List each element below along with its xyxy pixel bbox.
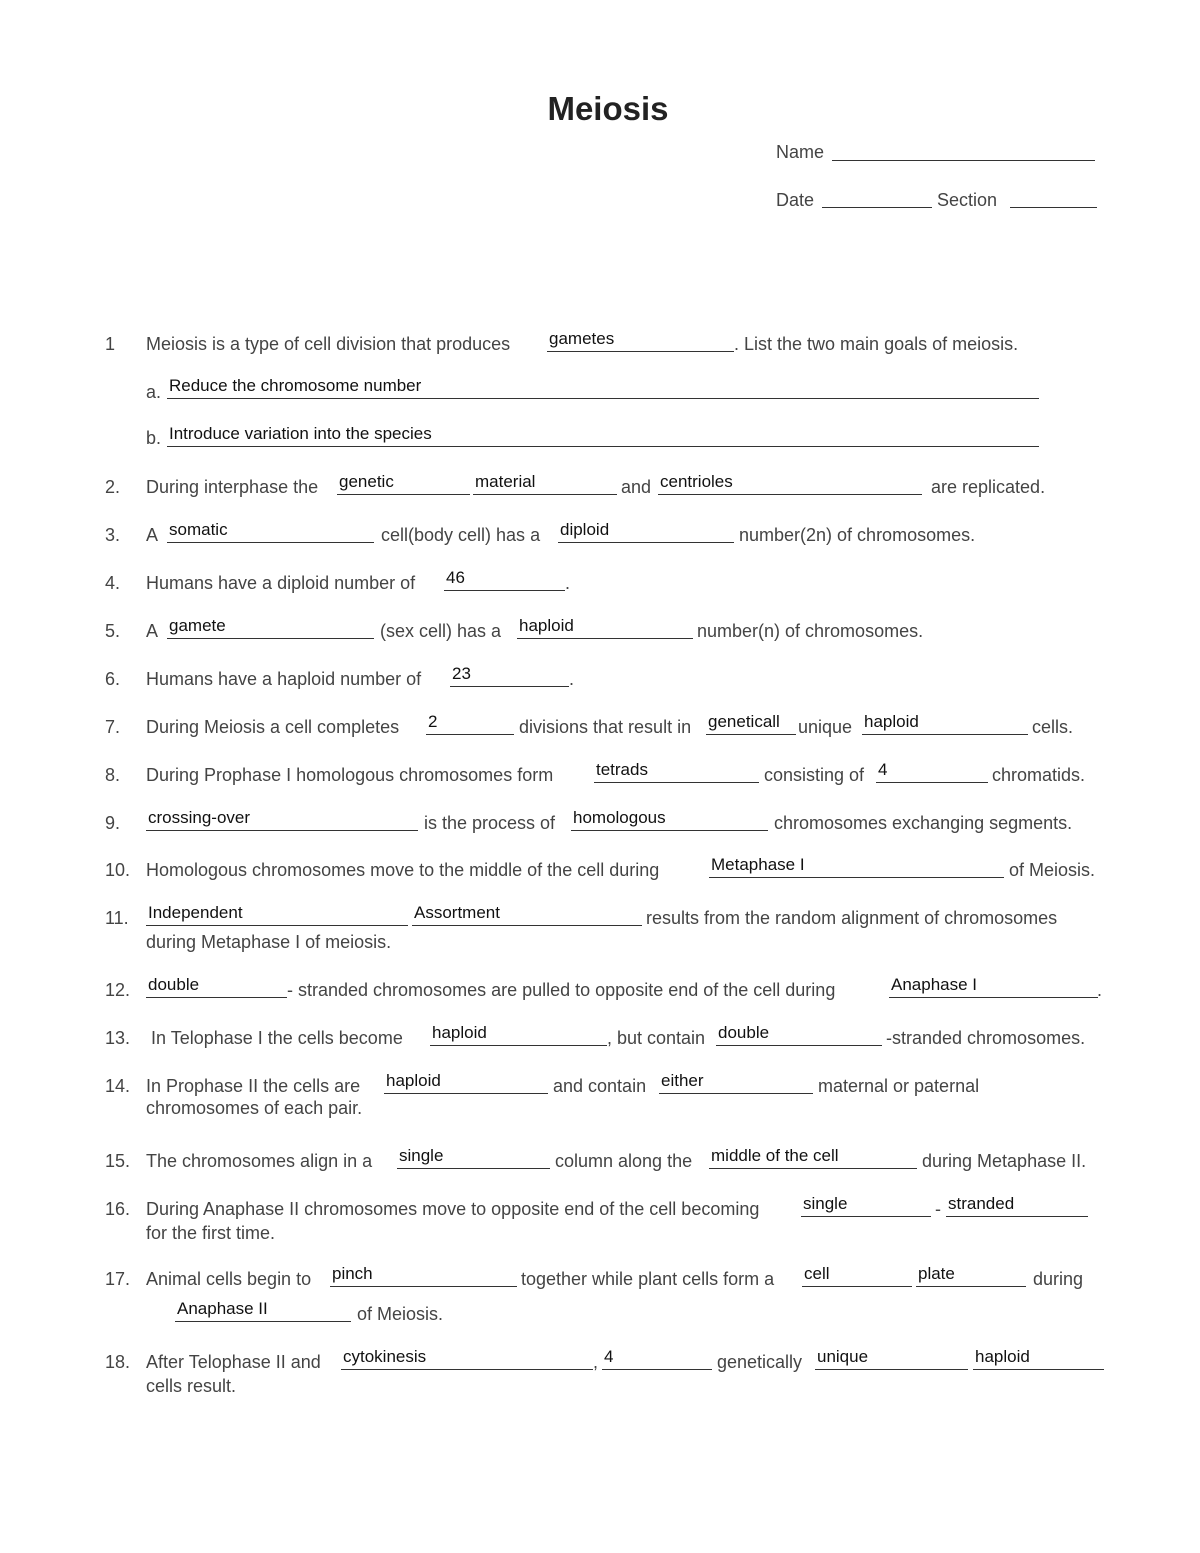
answer-text: cytokinesis [343,1347,427,1366]
answer-text: diploid [560,520,610,539]
answer-text: tetrads [596,760,648,779]
name-label: Name [776,142,825,162]
question-text: is the process of [424,813,556,833]
answer-field[interactable] [709,857,1004,878]
question-text: and contain [553,1076,647,1096]
answer-text: Anaphase II [177,1299,268,1318]
question-text: A [146,621,159,641]
question-text: column along the [555,1151,693,1171]
question-text: After Telophase II and [146,1352,321,1372]
answer-field[interactable] [594,762,759,783]
question-number: 18. [105,1352,131,1372]
answer-field[interactable] [167,378,1039,399]
answer-field[interactable] [341,1349,593,1370]
answer-text: Metaphase I [711,855,805,874]
answer-text: stranded [948,1194,1015,1213]
answer-text: Anaphase I [891,975,978,994]
answer-field[interactable] [876,762,988,783]
answer-field[interactable] [716,1025,882,1046]
answer-field[interactable] [146,810,418,831]
question-text: - stranded chromosomes are pulled to opposite end of the cell during [287,980,836,1000]
question-text: (sex cell) has a [380,621,502,641]
question-text: Humans have a haploid number of [146,669,422,689]
answer-field[interactable] [426,714,514,735]
answer-text: 4 [604,1347,614,1366]
answer-text: Independent [148,903,243,922]
answer-field[interactable] [862,714,1028,735]
question-text: cells result. [146,1376,237,1396]
answer-field[interactable] [167,426,1039,447]
question-text: number(2n) of chromosomes. [739,525,976,545]
question-text: A [146,525,159,545]
answer-text: homologous [573,808,666,827]
answer-text: haploid [432,1023,487,1042]
question-text: are replicated. [931,477,1046,497]
answer-field[interactable] [397,1148,550,1169]
question-number: 11. [105,908,129,928]
question-text: cell(body cell) has a [381,525,541,545]
question-number: 1 [105,334,116,354]
answer-field[interactable] [146,977,287,998]
question-number: 4. [105,573,121,593]
answer-field[interactable] [602,1349,712,1370]
answer-field[interactable] [412,905,642,926]
answer-text: 23 [452,664,471,683]
question-text: During Meiosis a cell completes [146,717,400,737]
question-number: 6. [105,669,121,689]
answer-field[interactable] [330,1266,517,1287]
name-field[interactable] [832,160,1095,161]
answer-text: Introduce variation into the species [169,424,432,443]
question-number: 3. [105,525,121,545]
answer-field[interactable] [167,618,374,639]
question-text: unique [798,717,853,737]
answer-field[interactable] [430,1025,607,1046]
question-number: 14. [105,1076,131,1096]
answer-text: single [803,1194,848,1213]
question-text: chromatids. [992,765,1086,785]
question-text: during [1033,1269,1084,1289]
answer-field[interactable] [801,1196,931,1217]
question-text: - [935,1199,941,1219]
answer-text: gamete [169,616,226,635]
answer-text: genetic [339,472,394,491]
answer-text: gametes [549,329,615,348]
question-number: 10. [105,860,131,880]
answer-field[interactable] [473,474,617,495]
answer-text: centrioles [660,472,733,491]
answer-field[interactable] [658,474,922,495]
question-number: 7. [105,717,121,737]
answer-text: 46 [446,568,465,587]
question-number: 9. [105,813,121,833]
question-text: During interphase the [146,477,319,497]
question-text: divisions that result in [519,717,692,737]
answer-text: middle of the cell [711,1146,839,1165]
question-number: 12. [105,980,131,1000]
answer-field[interactable] [444,570,565,591]
answer-text: single [399,1146,444,1165]
question-text: Homologous chromosomes move to the middle of the cell during [146,860,660,880]
answer-text: haploid [519,616,574,635]
question-text: consisting of [764,765,865,785]
question-text: of Meiosis. [357,1304,444,1324]
question-text: Meiosis is a type of cell division that produces [146,334,511,354]
answer-field[interactable] [547,331,734,352]
question-text: The chromosomes align in a [146,1151,373,1171]
answer-text: material [475,472,536,491]
answer-text: pinch [332,1264,373,1283]
question-text: number(n) of chromosomes. [697,621,924,641]
question-number: 17. [105,1269,131,1289]
question-number: 16. [105,1199,131,1219]
question-number: 8. [105,765,121,785]
answer-text: haploid [386,1071,441,1090]
date-field[interactable] [822,207,932,208]
answer-text: plate [918,1264,955,1283]
answer-field[interactable] [706,714,796,735]
question-text: . [1097,980,1103,1000]
question-text: . [569,669,575,689]
answer-field[interactable] [709,1148,917,1169]
question-number: 15. [105,1151,131,1171]
question-text: During Anaphase II chromosomes move to opposite end of the cell becoming [146,1199,760,1219]
question-number: 5. [105,621,121,641]
sub-label: b. [146,428,162,448]
date-label: Date [776,190,815,210]
question-text: together while plant cells form a [521,1269,775,1289]
answer-field[interactable] [815,1349,968,1370]
question-text: genetically [717,1352,803,1372]
answer-text: double [718,1023,770,1042]
answer-field[interactable] [146,905,408,926]
answer-text: somatic [169,520,228,539]
answer-text: 2 [428,712,438,731]
answer-field[interactable] [973,1349,1104,1370]
answer-text: Assortment [414,903,500,922]
question-text: . List the two main goals of meiosis. [734,334,1019,354]
question-text: during Metaphase I of meiosis. [146,932,392,952]
question-text: Animal cells begin to [146,1269,312,1289]
answer-field[interactable] [175,1301,351,1322]
answer-text: geneticall [708,712,780,731]
answer-text: crossing-over [148,808,251,827]
answer-field[interactable] [384,1073,548,1094]
question-text: of Meiosis. [1009,860,1096,880]
question-text: During Prophase I homologous chromosomes form [146,765,554,785]
question-text: , [593,1352,599,1372]
question-number: 13. [105,1028,131,1048]
answer-field[interactable] [802,1266,912,1287]
page-title: Meiosis [547,90,669,127]
answer-text: 4 [878,760,888,779]
question-text: cells. [1032,717,1074,737]
answer-field[interactable] [916,1266,1026,1287]
answer-field[interactable] [659,1073,813,1094]
question-text: maternal or paternal [818,1076,980,1096]
answer-field[interactable] [517,618,693,639]
answer-text: cell [804,1264,830,1283]
question-text: during Metaphase II. [922,1151,1087,1171]
answer-field[interactable] [337,474,470,495]
question-text: . [565,573,571,593]
question-text: for the first time. [146,1223,276,1243]
answer-text: Reduce the chromosome number [169,376,422,395]
question-text: and [621,477,652,497]
question-text: In Prophase II the cells are [146,1076,361,1096]
answer-text: haploid [975,1347,1030,1366]
section-label: Section [937,190,998,210]
answer-field[interactable] [571,810,768,831]
answer-field[interactable] [946,1196,1088,1217]
sub-label: a. [146,382,162,402]
question-text: chromosomes exchanging segments. [774,813,1073,833]
question-text: In Telophase I the cells become [151,1028,403,1048]
answer-field[interactable] [889,977,1098,998]
answer-text: unique [817,1347,869,1366]
answer-text: either [661,1071,704,1090]
answer-text: double [148,975,200,994]
question-text: Humans have a diploid number of [146,573,416,593]
answer-field[interactable] [558,522,734,543]
section-field[interactable] [1010,207,1097,208]
question-text: , but contain [607,1028,706,1048]
answer-text: haploid [864,712,919,731]
question-number: 2. [105,477,121,497]
answer-field[interactable] [450,666,569,687]
question-text: chromosomes of each pair. [146,1098,363,1118]
answer-field[interactable] [167,522,374,543]
question-text: results from the random alignment of chromosomes [646,908,1058,928]
question-text: -stranded chromosomes. [886,1028,1086,1048]
